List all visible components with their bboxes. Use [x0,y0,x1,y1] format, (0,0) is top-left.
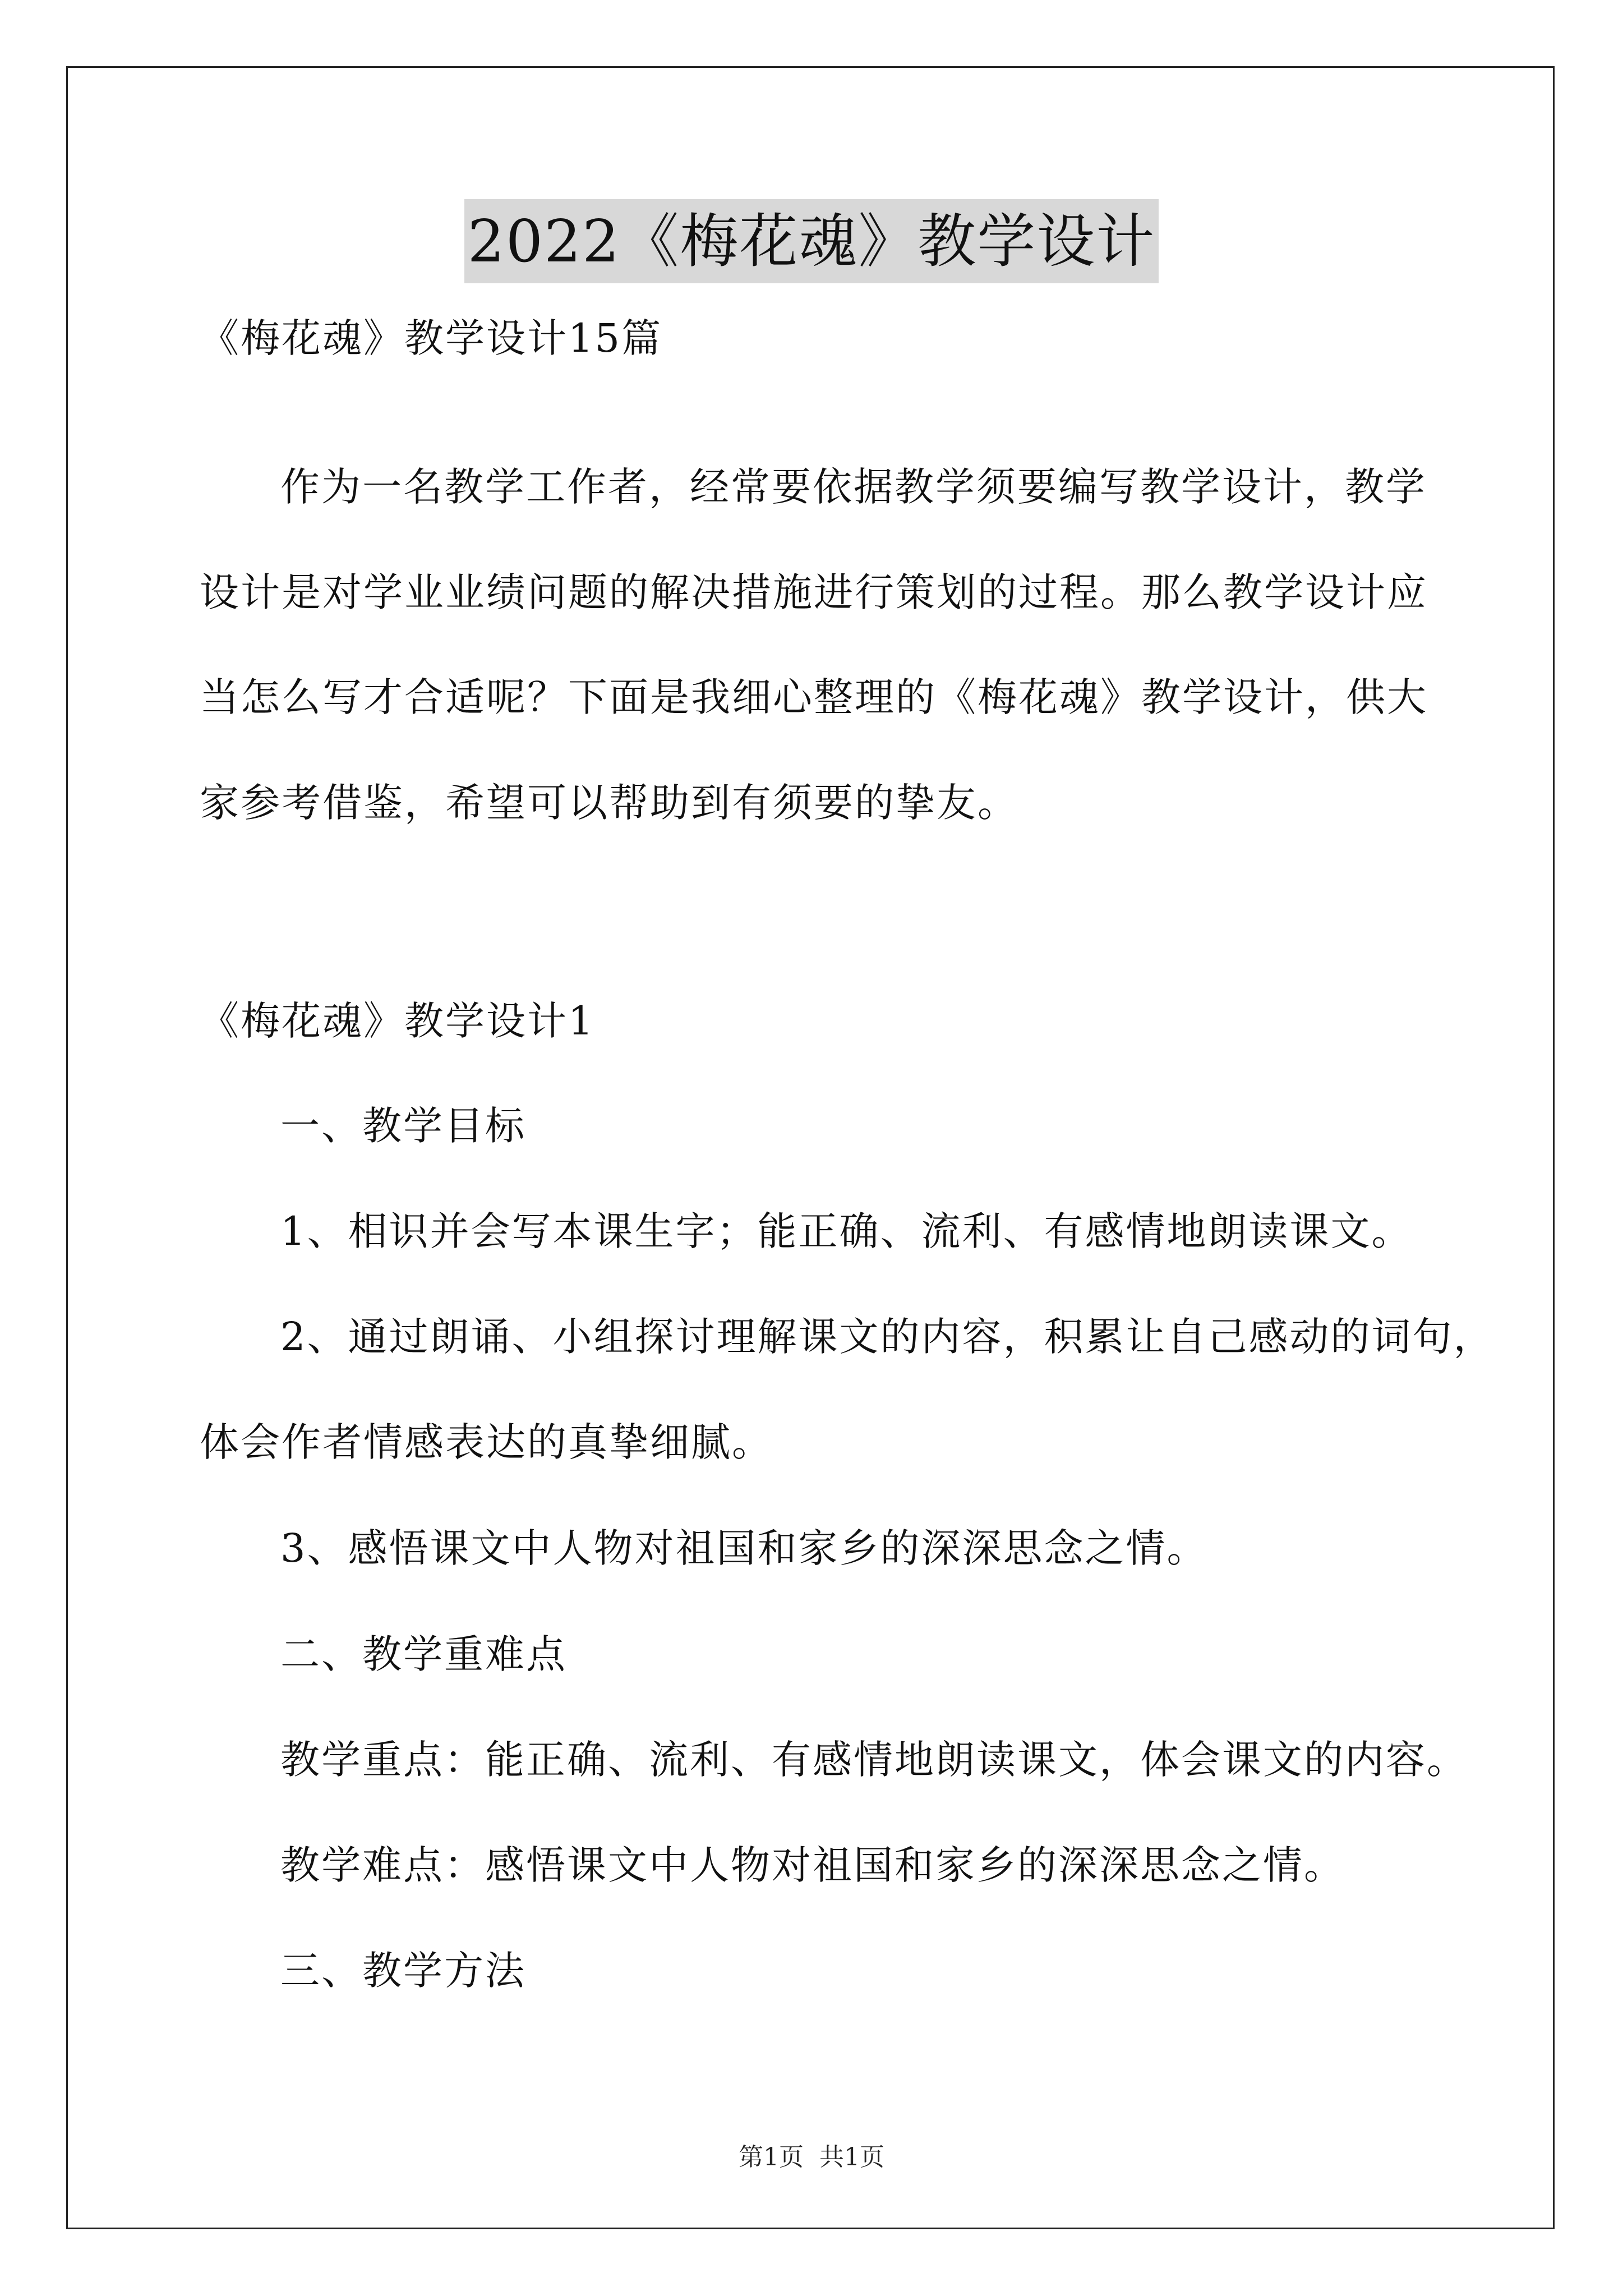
keypoints-heading: 二、教学重难点 [280,1631,567,1677]
difficult-point: 教学难点：感悟课文中人物对祖国和家乡的深深思念之情。 [280,1842,1345,1888]
document-title: 2022《梅花魂》教学设计 [464,199,1159,283]
page-number-current: 第1页 [739,2143,804,2171]
methods-heading: 三、教学方法 [280,1948,526,1994]
document-subtitle: 《梅花魂》教学设计15篇 [200,315,663,361]
goal-1: 1、相识并会写本课生字；能正确、流利、有感情地朗读课文。 [280,1208,1413,1254]
goal-2-line-2: 体会作者情感表达的真挚细腻。 [200,1419,773,1465]
section-heading: 《梅花魂》教学设计1 [200,998,595,1044]
page-number-total: 共1页 [819,2143,884,2171]
intro-line-1: 作为一名教学工作者，经常要依据教学须要编写教学设计，教学 [280,464,1427,510]
goal-2-line-1: 2、通过朗诵、小组探讨理解课文的内容，积累让自己感动的词句， [280,1314,1495,1360]
intro-line-3: 当怎么写才合适呢？下面是我细心整理的《梅花魂》教学设计，供大 [200,674,1428,720]
goal-3: 3、感悟课文中人物对祖国和家乡的深深思念之情。 [280,1525,1208,1571]
page-footer [0,2141,1623,2174]
key-point: 教学重点：能正确、流利、有感情地朗读课文，体会课文的内容。 [280,1737,1468,1783]
intro-line-4: 家参考借鉴，希望可以帮助到有须要的挚友。 [200,780,1018,826]
intro-line-2: 设计是对学业业绩问题的解决措施进行策划的过程。那么教学设计应 [200,569,1428,615]
title-container [0,199,1623,283]
goals-heading: 一、教学目标 [280,1103,526,1149]
